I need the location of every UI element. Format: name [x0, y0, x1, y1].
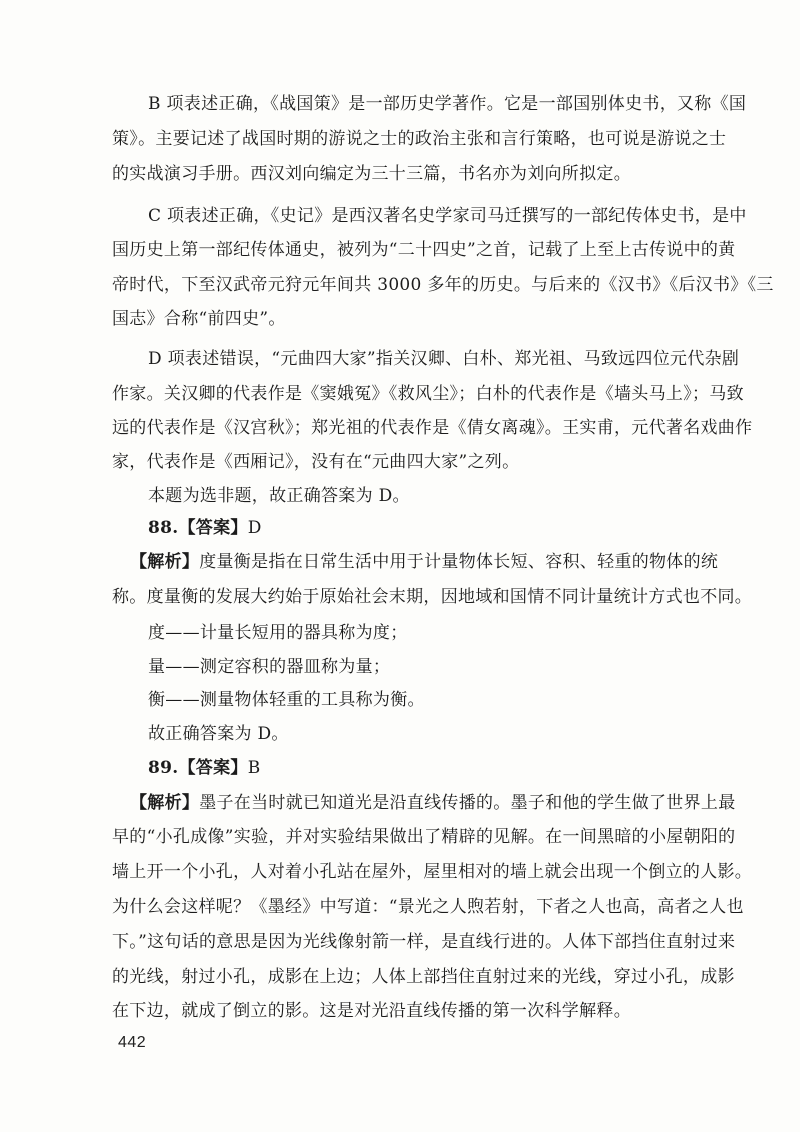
text-line: 国志》合称“前四史”。: [112, 309, 286, 329]
definition-item: 量——测定容积的器皿称为量；: [148, 657, 391, 677]
text-line: 策》。主要记述了战国时期的游说之士的政治主张和言行策略，也可说是游说之士: [112, 129, 727, 149]
analysis-text: 度量衡是指在日常生活中用于计量物体长短、容积、轻重的物体的统: [199, 552, 719, 572]
answer-heading-89: [148, 756, 260, 780]
question-number: 89.: [148, 758, 179, 778]
conclusion-87: 本题为选非题，故正确答案为 D。: [148, 486, 410, 506]
text-line: 称。度量衡的发展大约始于原始社会末期，因地域和国情不同计量统计方式也不同。: [112, 587, 753, 607]
definition-item: 衡——测量物体轻重的工具称为衡。: [148, 690, 425, 710]
analysis-88-line: [130, 550, 718, 574]
text-line: C 项表述正确，《史记》是西汉著名史学家司马迁撰写的一部纪传体史书，是中: [148, 206, 747, 226]
analysis-89-line: [130, 791, 736, 815]
answer-heading-88: [148, 516, 262, 540]
text-line: 在下边，就成了倒立的影。这是对光沿直线传播的第一次科学解释。: [112, 1001, 631, 1021]
analysis-tag: 【解析】: [130, 552, 200, 572]
text-line: 远的代表作是《汉宫秋》；郑光祖的代表作是《倩女离魂》。王实甫，元代著名戏曲作: [112, 418, 753, 438]
text-line: 家，代表作是《西厢记》，没有在“元曲四大家”之列。: [112, 452, 520, 472]
answer-value: D: [247, 518, 262, 538]
text-line: 的实战演习手册。西汉刘向编定为三十三篇，书名亦为刘向所拟定。: [112, 164, 631, 184]
answer-tag: 【答案】: [178, 518, 248, 538]
text-line: 帝时代，下至汉武帝元狩元年间共 3000 多年的历史。与后来的《汉书》《后汉书》《三: [112, 275, 774, 295]
text-line: 早的“小孔成像”实验，并对实验结果做出了精辟的见解。在一间黑暗的小屋朝阳的: [112, 827, 736, 847]
text-line: 为什么会这样呢？《墨经》中写道：“景光之人煦若射，下者之人也高，高者之人也: [112, 897, 744, 917]
conclusion-88: 故正确答案为 D。: [148, 724, 289, 744]
page-number: 442: [118, 1034, 147, 1051]
analysis-text: 墨子在当时就已知道光是沿直线传播的。墨子和他的学生做了世界上最: [199, 793, 736, 813]
definition-item: 度——计量长短用的器具称为度；: [148, 623, 408, 643]
text-line: 作家。关汉卿的代表作是《窦娥冤》《救风尘》；白朴的代表作是《墙头马上》；马致: [112, 384, 744, 404]
text-line: 国历史上第一部纪传体通史，被列为“二十四史”之首，记载了上至上古传说中的黄: [112, 240, 736, 260]
text-line: B 项表述正确，《战国策》是一部历史学著作。它是一部国别体史书，又称《国: [148, 94, 747, 114]
text-line: D 项表述错误，“元曲四大家”指关汉卿、白朴、郑光祖、马致远四位元代杂剧: [148, 349, 740, 369]
answer-tag: 【答案】: [178, 758, 248, 778]
analysis-tag: 【解析】: [130, 793, 200, 813]
text-line: 的光线，射过小孔，成影在上边；人体上部挡住直射过来的光线，穿过小孔，成影: [112, 967, 735, 987]
text-line: 下。”这句话的意思是因为光线像射箭一样，是直线行进的。人体下部挡住直射过来: [112, 932, 736, 952]
answer-value: B: [247, 758, 261, 778]
text-line: 墙上开一个小孔，人对着小孔站在屋外，屋里相对的墙上就会出现一个倒立的人影。: [112, 862, 753, 882]
question-number: 88.: [148, 518, 179, 538]
